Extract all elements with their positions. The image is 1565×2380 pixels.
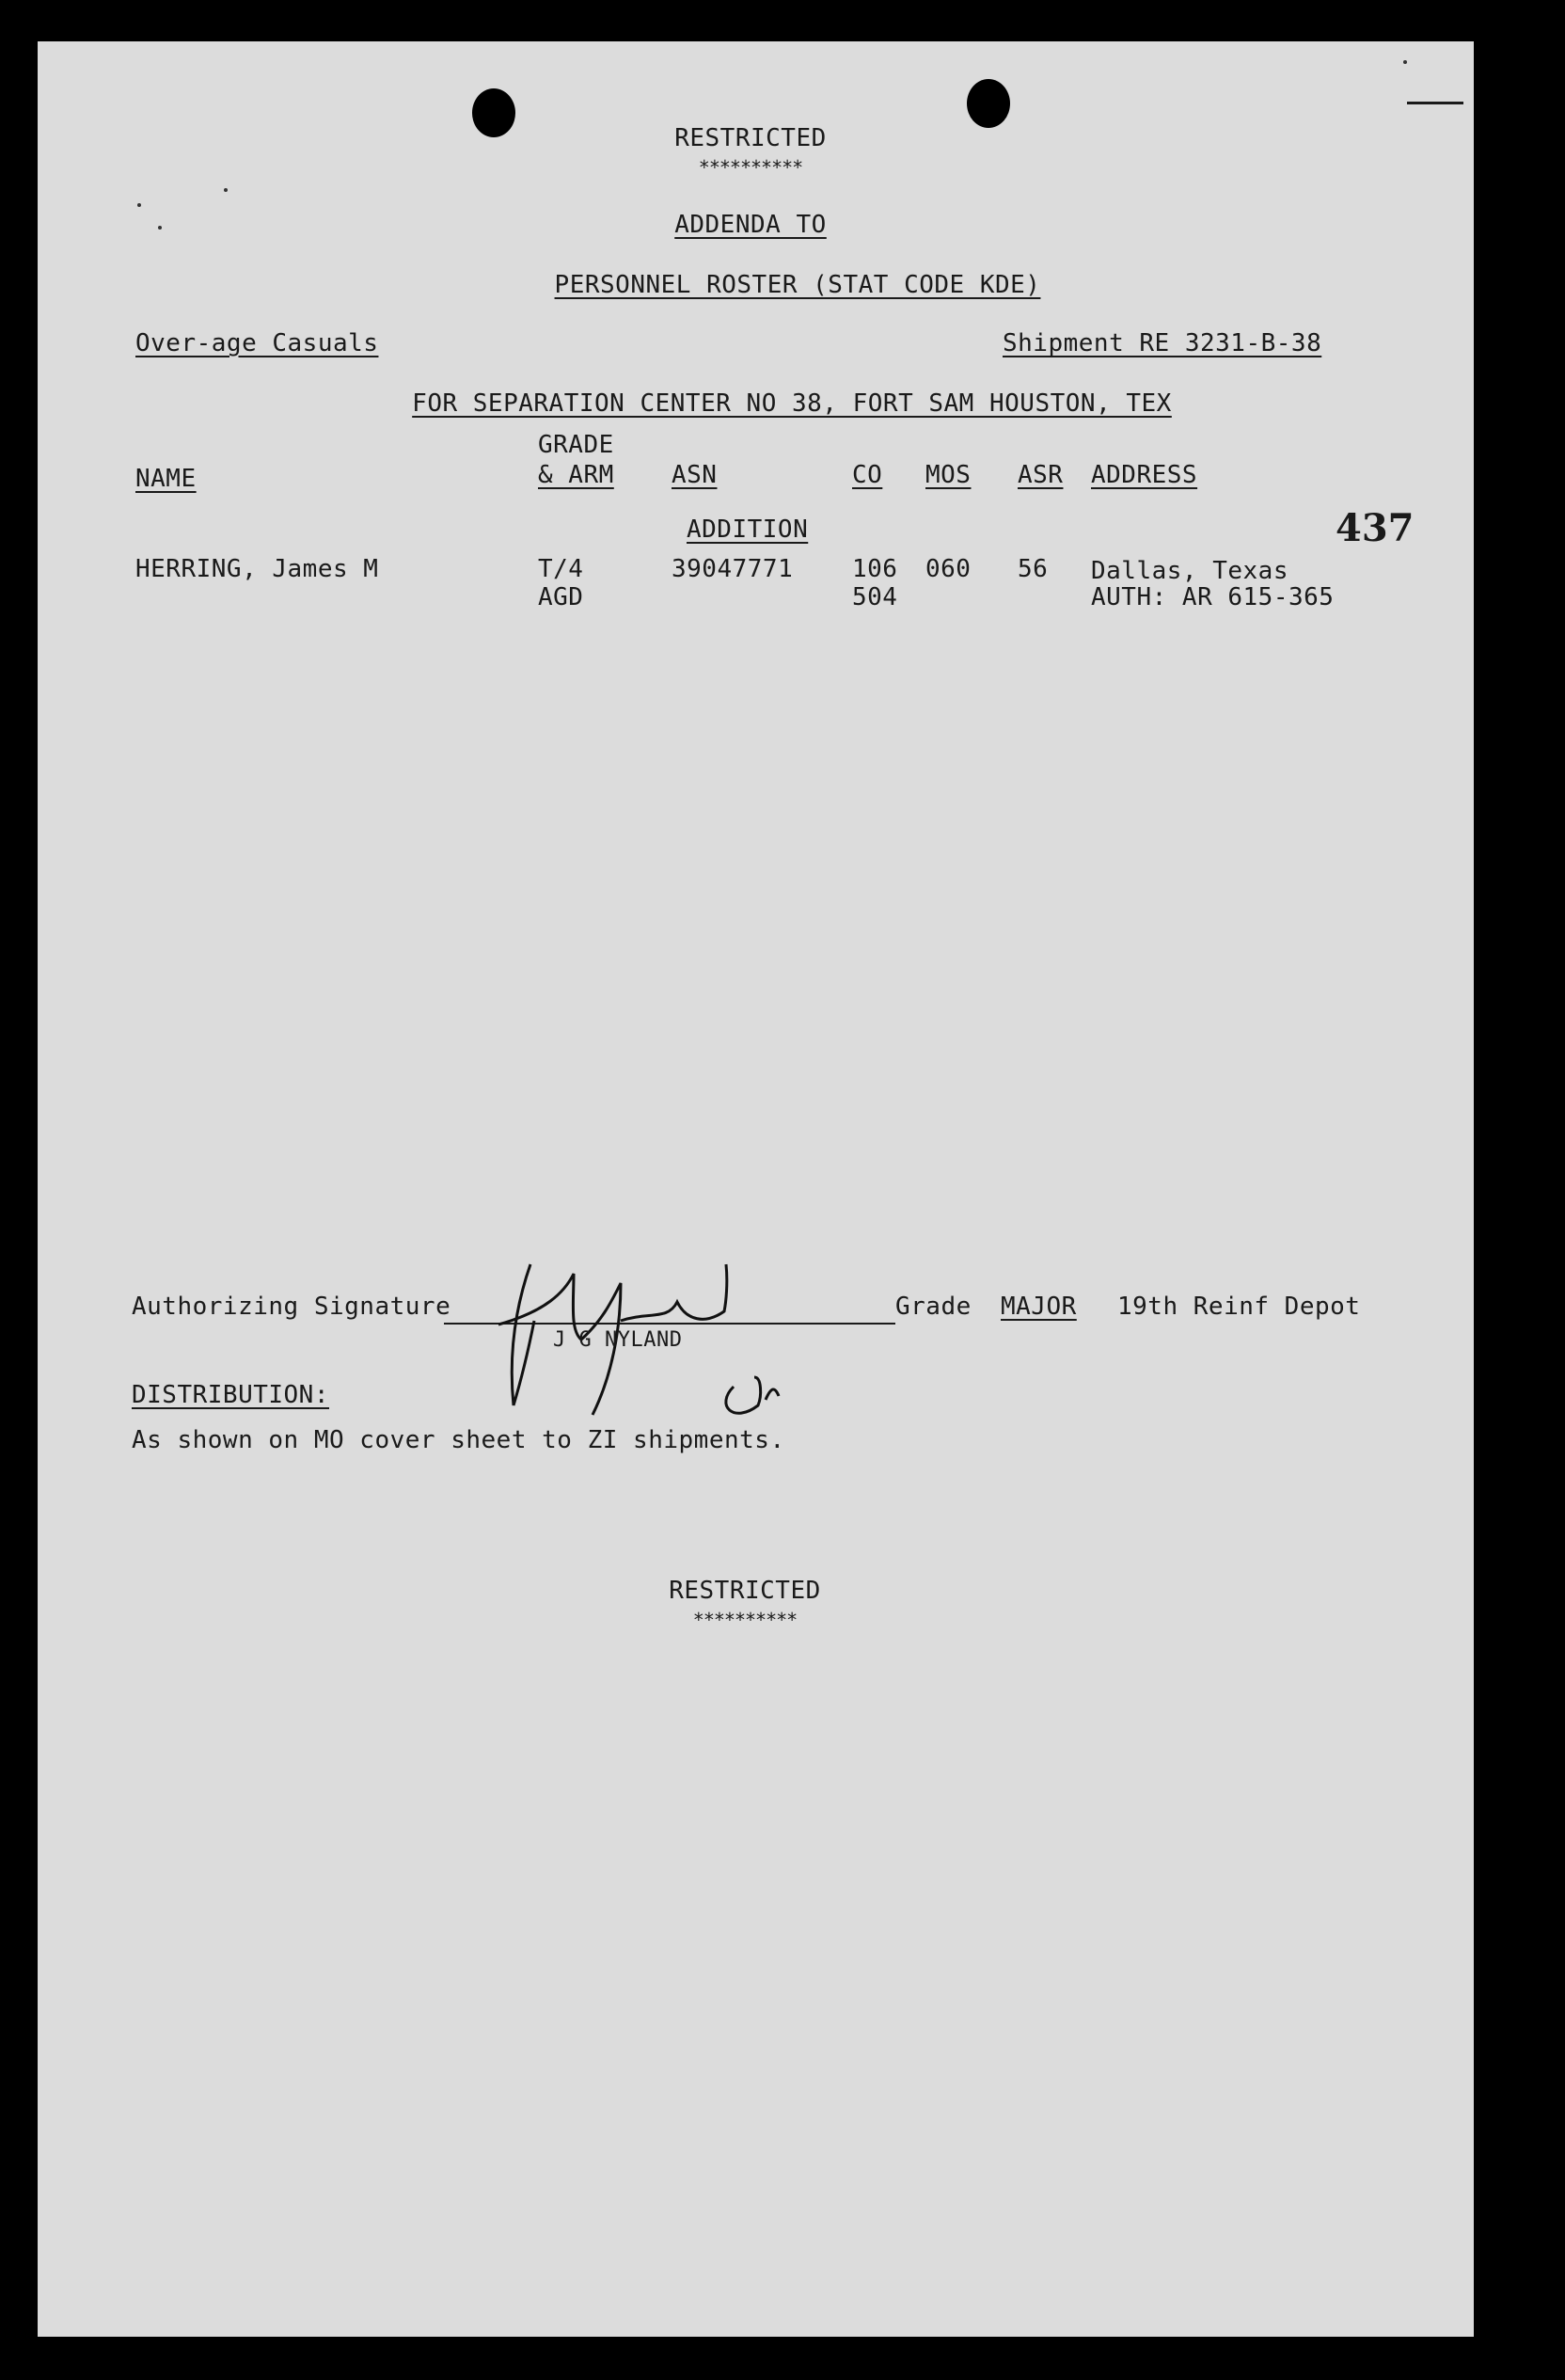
distribution-heading: DISTRIBUTION: bbox=[132, 1381, 329, 1409]
section-label: ADDITION bbox=[687, 516, 809, 544]
header-name: NAME bbox=[135, 465, 197, 493]
classification-stars-bottom: ********** bbox=[692, 1609, 798, 1631]
shipment-number: Shipment RE 3231-B-38 bbox=[1003, 329, 1322, 357]
speck bbox=[224, 188, 228, 192]
distribution-text: As shown on MO cover sheet to ZI shipments. bbox=[132, 1426, 785, 1454]
row-arm: AGD bbox=[538, 583, 584, 611]
speck bbox=[158, 226, 162, 230]
title-line-1: ADDENDA TO bbox=[674, 211, 827, 239]
punch-hole-left bbox=[472, 88, 515, 137]
edge-mark bbox=[1407, 102, 1463, 104]
header-co: CO bbox=[852, 461, 883, 489]
classification-stars-top: ********** bbox=[698, 156, 803, 179]
speck bbox=[1403, 60, 1407, 64]
title-line-2: PERSONNEL ROSTER (STAT CODE KDE) bbox=[554, 271, 1041, 299]
punch-hole-right bbox=[967, 79, 1010, 128]
row-co-2: 504 bbox=[852, 583, 898, 611]
header-address: ADDRESS bbox=[1091, 461, 1198, 489]
row-co-1: 106 bbox=[852, 555, 898, 583]
grade-label: Grade bbox=[895, 1293, 972, 1321]
destination: FOR SEPARATION CENTER NO 38, FORT SAM HOUSTON, TEX bbox=[412, 389, 1172, 418]
header-grade-line-1: GRADE bbox=[538, 431, 614, 459]
header-grade-line-2: & ARM bbox=[538, 461, 614, 489]
speck bbox=[137, 203, 141, 207]
header-mos: MOS bbox=[925, 461, 972, 489]
row-address-1: Dallas, Texas bbox=[1091, 557, 1288, 585]
row-asn: 39047771 bbox=[672, 555, 794, 583]
classification-top: RESTRICTED bbox=[674, 124, 827, 152]
page-number: 437 bbox=[1336, 506, 1415, 550]
classification-bottom: RESTRICTED bbox=[669, 1577, 821, 1605]
casual-category: Over-age Casuals bbox=[135, 329, 379, 357]
row-asr: 56 bbox=[1018, 555, 1049, 583]
row-name: HERRING, James M bbox=[135, 555, 379, 583]
document-page bbox=[38, 41, 1474, 2337]
header-asr: ASR bbox=[1018, 461, 1064, 489]
row-mos: 060 bbox=[925, 555, 972, 583]
row-address-2: AUTH: AR 615-365 bbox=[1091, 583, 1335, 611]
signature-label: Authorizing Signature bbox=[132, 1293, 451, 1321]
grade-value: MAJOR bbox=[1001, 1293, 1077, 1321]
row-grade: T/4 bbox=[538, 555, 584, 583]
header-asn: ASN bbox=[672, 461, 718, 489]
signer-typed-name: J G NYLAND bbox=[553, 1328, 683, 1352]
unit: 19th Reinf Depot bbox=[1117, 1293, 1361, 1321]
